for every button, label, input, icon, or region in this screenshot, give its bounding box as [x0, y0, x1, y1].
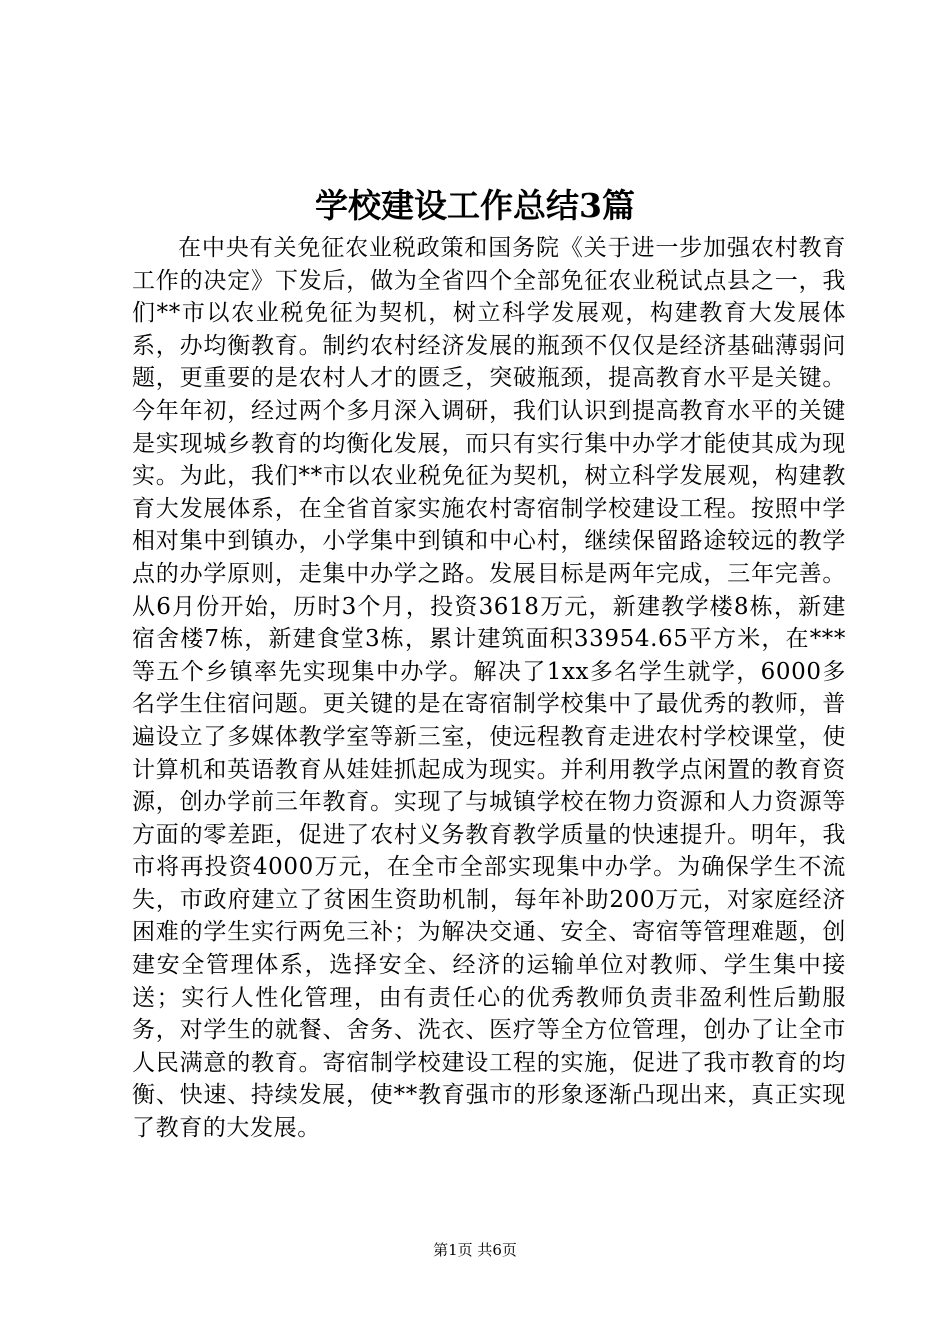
- document-body-paragraph: 在中央有关免征农业税政策和国务院《关于进一步加强农村教育工作的决定》下发后，做为全省四个全部免征农业税试点县之一，我们**市以农业税免征为契机，树立科学发展观，构建教育大发展体系，办均衡教育。制约农村经济发展的瓶颈不仅仅是经济基础薄弱问题，更重要的是农村人才的匮乏，突破瓶颈，提高教育水平是关键。今年年初，经过两个多月深入调研，我们认识到提高教育水平的关键是实现城乡教育的均衡化发展，而只有实行集中办学才能使其成为现实。为此，我们**市以农业税免征为契机，树立科学发展观，构建教育大发展体系，在全省首家实施农村寄宿制学校建设工程。按照中学相对集中到镇办，小学集中到镇和中心村，继续保留路途较远的教学点的办学原则，走集中办学之路。发展目标是两年完成，三年完善。从6月份开始，历时3个月，投资3618万元，新建教学楼8栋，新建宿舍楼7栋，新建食堂3栋，累计建筑面积33954.65平方米，在***等五个乡镇率先实现集中办学。解决了1xx多名学生就学，6000多名学生住宿问题。更关键的是在寄宿制学校集中了最优秀的教师，普遍设立了多媒体教学室等新三室，使远程教育走进农村学校课堂，使计算机和英语教育从娃娃抓起成为现实。并利用教学点闲置的教育资源，创办学前三年教育。实现了与城镇学校在物力资源和人力资源等方面的零差距，促进了农村义务教育教学质量的快速提升。明年，我市将再投资4000万元，在全市全部实现集中办学。为确保学生不流失，市政府建立了贫困生资助机制，每年补助200万元，对家庭经济困难的学生实行两免三补；为解决交通、安全、寄宿等管理难题，创建安全管理体系，选择安全、经济的运输单位对教师、学生集中接送；实行人性化管理，由有责任心的优秀教师负责非盈利性后勤服务，对学生的就餐、舍务、洗衣、医疗等全方位管理，创办了让全市人民满意的教育。寄宿制学校建设工程的实施，促进了我市教育的均衡、快速、持续发展，使**教育强市的形象逐渐凸现出来，真正实现了教育的大发展。: [132, 235, 846, 1142]
- page-number-footer: 第1页 共6页: [433, 1241, 517, 1259]
- document-title: 学校建设工作总结3篇: [315, 186, 635, 225]
